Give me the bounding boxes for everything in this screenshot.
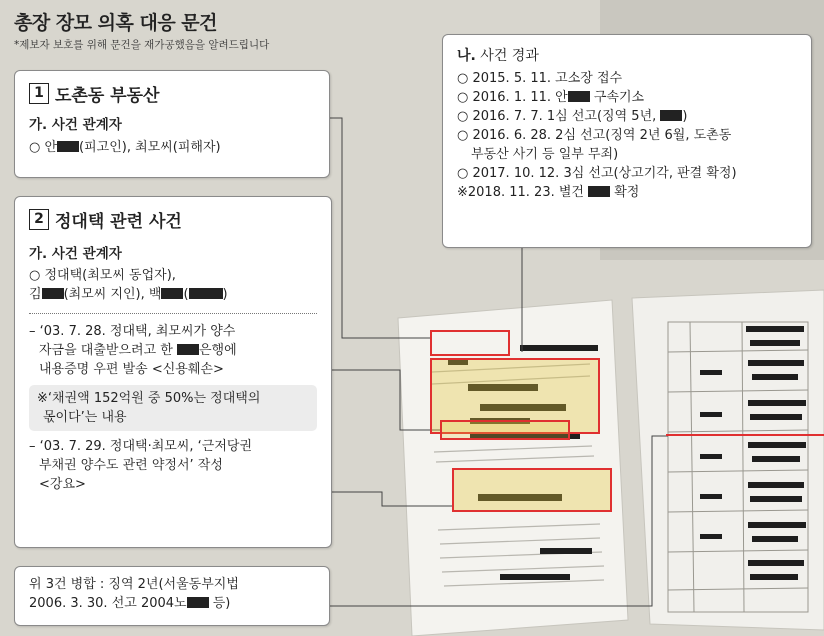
progress-item-6-text-a: ※2018. 11. 23. 별건	[457, 185, 589, 200]
case2-party-2-text-d: )	[222, 287, 228, 302]
case2-party-2-text-c: (	[183, 287, 189, 302]
progress-item-3-text-b: )	[682, 109, 688, 124]
progress-heading-b: 사건 경과	[475, 48, 539, 64]
progress-heading	[457, 45, 797, 65]
case2-panel	[14, 196, 332, 548]
highlight-event-1-cont	[440, 420, 570, 440]
case1-panel	[14, 70, 330, 178]
case2-party-2	[29, 285, 317, 304]
case2-note-line-1: ※‘채권액 152억원 중 50%는 정대택의	[37, 391, 261, 406]
case2-subheading: 가. 사건 관계자	[29, 246, 122, 262]
case2-event-2-line-2: 부채권 양수도 관련 약정서’ 작성	[39, 458, 223, 473]
highlight-case-title	[430, 330, 510, 356]
case2-event-1-text-b: 은행에	[198, 343, 237, 358]
divider	[29, 313, 317, 314]
merge-line-2	[29, 594, 315, 613]
case1-parties-text-a: ○ 안	[29, 140, 58, 155]
progress-item-5: ○ 2017. 10. 12. 3심 선고(상고기각, 판결 확정)	[457, 166, 737, 181]
case1-title: 도촌동 부동산	[55, 86, 160, 106]
redaction-block	[57, 141, 79, 152]
highlight-event-2	[452, 468, 612, 512]
page-subtitle: *제보자 보호를 위해 문건을 재가공했음을 알려드립니다	[14, 39, 270, 51]
case1-number: 1	[29, 83, 49, 104]
case2-event-2-line-1: – ‘03. 7. 29. 정대택·최모씨, ‘근저당권	[29, 439, 253, 454]
merge-line-2-text-a: 2006. 3. 30. 선고 2004노	[29, 596, 187, 611]
case1-subheading: 가. 사건 관계자	[29, 117, 122, 133]
case2-number: 2	[29, 209, 49, 230]
page-title: 총장 장모 의혹 대응 문건	[14, 12, 217, 34]
progress-item-2-text-a: ○ 2016. 1. 11. 안	[457, 90, 568, 105]
progress-item-1: ○ 2015. 5. 11. 고소장 접수	[457, 71, 623, 86]
redaction-block	[660, 110, 682, 121]
case2-event-1-text-a: 자금을 대출받으려고 한	[39, 343, 177, 358]
progress-item-2-text-b: 구속기소	[589, 90, 645, 105]
case1-heading	[29, 81, 315, 106]
redaction-block	[42, 288, 64, 299]
progress-panel	[442, 34, 812, 248]
redaction-block	[177, 344, 199, 355]
redaction-block	[187, 597, 209, 608]
case2-event-1-line-2	[29, 341, 317, 360]
case1-parties-text-b: (피고인), 최모씨(피해자)	[79, 140, 221, 155]
redaction-block	[588, 186, 610, 197]
redaction-block	[161, 288, 183, 299]
case2-note	[29, 385, 317, 431]
merge-line-1: 위 3건 병합 : 징역 2년(서울동부지법	[29, 577, 239, 592]
progress-item-4-line-1: ○ 2016. 6. 28. 2심 선고(징역 2년 6월, 도촌동	[457, 128, 732, 143]
case2-event-1-line-3: 내용증명 우편 발송 <신용훼손>	[39, 362, 224, 377]
progress-item-3	[457, 107, 797, 126]
merge-panel	[14, 566, 330, 626]
case2-heading	[29, 207, 317, 232]
case2-note-line-2: 몫이다’는 내용	[43, 410, 127, 425]
redaction-block	[568, 91, 590, 102]
progress-item-3-text-a: ○ 2016. 7. 7. 1심 선고(징역 5년,	[457, 109, 661, 124]
case2-party-2-text-a: 김	[29, 287, 42, 302]
progress-item-6	[457, 183, 797, 202]
case1-parties	[29, 138, 315, 157]
case2-event-1-line-1: – ‘03. 7. 28. 정대택, 최모씨가 양수	[29, 324, 236, 339]
merge-line-2-text-b: 등)	[208, 596, 231, 611]
highlight-table-row	[666, 434, 824, 436]
progress-item-2	[457, 88, 797, 107]
progress-item-6-text-b: 확정	[610, 185, 640, 200]
case2-title: 정대택 관련 사건	[55, 212, 182, 232]
progress-heading-a: 나.	[457, 48, 476, 64]
redaction-block	[189, 288, 223, 299]
progress-item-4-line-2: 부동산 사기 등 일부 무죄)	[471, 147, 619, 162]
case2-party-2-text-b: (최모씨 지인), 백	[63, 287, 162, 302]
case2-party-1: ○ 정대택(최모씨 동업자),	[29, 268, 176, 283]
case2-event-2-line-3: <강요>	[39, 477, 86, 492]
